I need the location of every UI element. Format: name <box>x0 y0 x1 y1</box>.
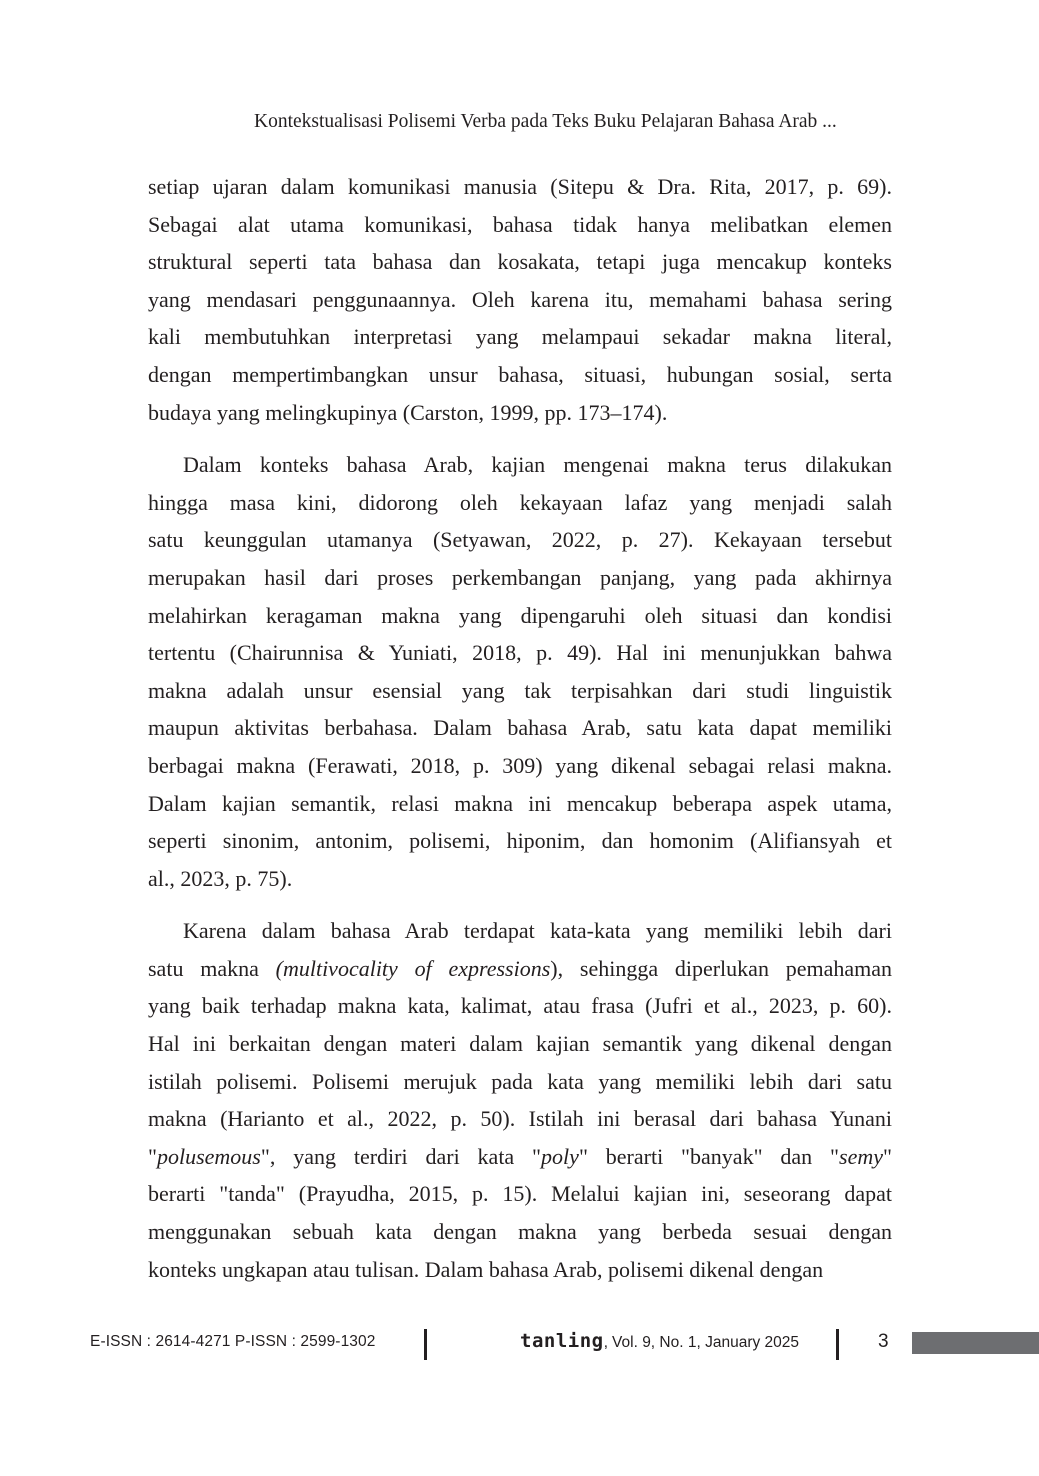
text-line: Sebagai alat utama komunikasi, bahasa tidak hanya melibatkan elemen <box>148 211 892 237</box>
text-line: al., 2023, p. 75). <box>148 865 293 891</box>
text-segment: satu makna <box>148 955 276 981</box>
text-segment: ", yang terdiri dari kata " <box>260 1143 542 1169</box>
text-segment: ), sehingga diperlukan pemahaman <box>550 955 892 981</box>
footer-divider <box>836 1329 839 1360</box>
footer-accent-bar <box>912 1332 1039 1354</box>
italic-term: (multivocality of expressions <box>275 955 551 981</box>
footer-divider <box>424 1329 427 1360</box>
body-text <box>148 168 892 1288</box>
page-footer <box>0 1324 1039 1364</box>
issn-text: E-ISSN : 2614-4271 P-ISSN : 2599-1302 <box>90 1333 376 1350</box>
journal-logo: tanling <box>520 1330 604 1352</box>
logo-comma: , <box>603 1334 609 1351</box>
text-line <box>148 1138 892 1176</box>
text-line: Dalam kajian semantik, relasi makna ini mencakup beberapa aspek utama, <box>148 790 892 816</box>
italic-term: polusemous <box>156 1143 261 1169</box>
text-line: struktural seperti tata bahasa dan kosakata, tetapi juga mencakup konteks <box>148 249 892 275</box>
text-line: Karena dalam bahasa Arab terdapat kata-kata yang memiliki lebih dari <box>183 918 892 944</box>
paragraph <box>148 912 892 1288</box>
text-line: dengan mempertimbangkan unsur bahasa, situasi, hubungan sosial, serta <box>148 361 892 387</box>
italic-term: semy <box>839 1143 884 1169</box>
text-line: istilah polisemi. Polisemi merujuk pada kata yang memiliki lebih dari satu <box>148 1068 892 1094</box>
text-line: maupun aktivitas berbahasa. Dalam bahasa Arab, satu kata dapat memiliki <box>148 715 892 741</box>
text-line: setiap ujaran dalam komunikasi manusia (Sitepu & Dra. Rita, 2017, p. 69). <box>148 174 892 199</box>
paragraph <box>148 168 892 431</box>
text-line: berbagai makna (Ferawati, 2018, p. 309) yang dikenal sebagai relasi makna. <box>148 752 892 778</box>
paragraph <box>148 446 892 897</box>
text-line: Dalam konteks bahasa Arab, kajian mengenai makna terus dilakukan <box>183 452 892 478</box>
text-line: merupakan hasil dari proses perkembangan panjang, yang pada akhirnya <box>148 564 892 590</box>
text-line: Hal ini berkaitan dengan materi dalam kajian semantik yang dikenal dengan <box>148 1031 892 1057</box>
text-line: tertentu (Chairunnisa & Yuniati, 2018, p. 49). Hal ini menunjukkan bahwa <box>148 640 892 666</box>
text-segment: " berarti "banyak" dan " <box>578 1143 840 1169</box>
italic-term: poly <box>541 1143 579 1169</box>
text-line: budaya yang melingkupinya (Carston, 1999, pp. 173–174). <box>148 399 668 425</box>
text-line: makna (Harianto et al., 2022, p. 50). Istilah ini berasal dari bahasa Yunani <box>148 1106 892 1132</box>
page-number: 3 <box>878 1331 889 1352</box>
text-line: makna adalah unsur esensial yang tak terpisahkan dari studi linguistik <box>148 677 892 703</box>
text-line: yang baik terhadap makna kata, kalimat, atau frasa (Jufri et al., 2023, p. 60). <box>148 993 892 1019</box>
text-line: menggunakan sebuah kata dengan makna yang berbeda sesuai dengan <box>148 1219 892 1245</box>
running-header: Kontekstualisasi Polisemi Verba pada Teks Buku Pelajaran Bahasa Arab ... <box>254 111 837 132</box>
text-line: kali membutuhkan interpretasi yang melampaui sekadar makna literal, <box>148 324 892 350</box>
text-line: hingga masa kini, didorong oleh kekayaan lafaz yang menjadi salah <box>148 489 892 515</box>
text-line: melahirkan keragaman makna yang dipengaruhi oleh situasi dan kondisi <box>148 602 892 628</box>
volume-text: Vol. 9, No. 1, January 2025 <box>612 1334 800 1351</box>
text-line <box>148 950 892 988</box>
text-line: seperti sinonim, antonim, polisemi, hiponim, dan homonim (Alifiansyah et <box>148 828 892 854</box>
text-line: yang mendasari penggunaannya. Oleh karena itu, memahami bahasa sering <box>148 286 892 312</box>
text-line: berarti "tanda" (Prayudha, 2015, p. 15). Melalui kajian ini, seseorang dapat <box>148 1181 892 1207</box>
journal-name <box>520 1330 799 1352</box>
text-line: satu keunggulan utamanya (Setyawan, 2022, p. 27). Kekayaan tersebut <box>148 527 892 553</box>
text-segment: " <box>883 1143 893 1169</box>
text-segment: " <box>148 1143 157 1169</box>
text-line: konteks ungkapan atau tulisan. Dalam bahasa Arab, polisemi dikenal dengan <box>148 1256 824 1282</box>
